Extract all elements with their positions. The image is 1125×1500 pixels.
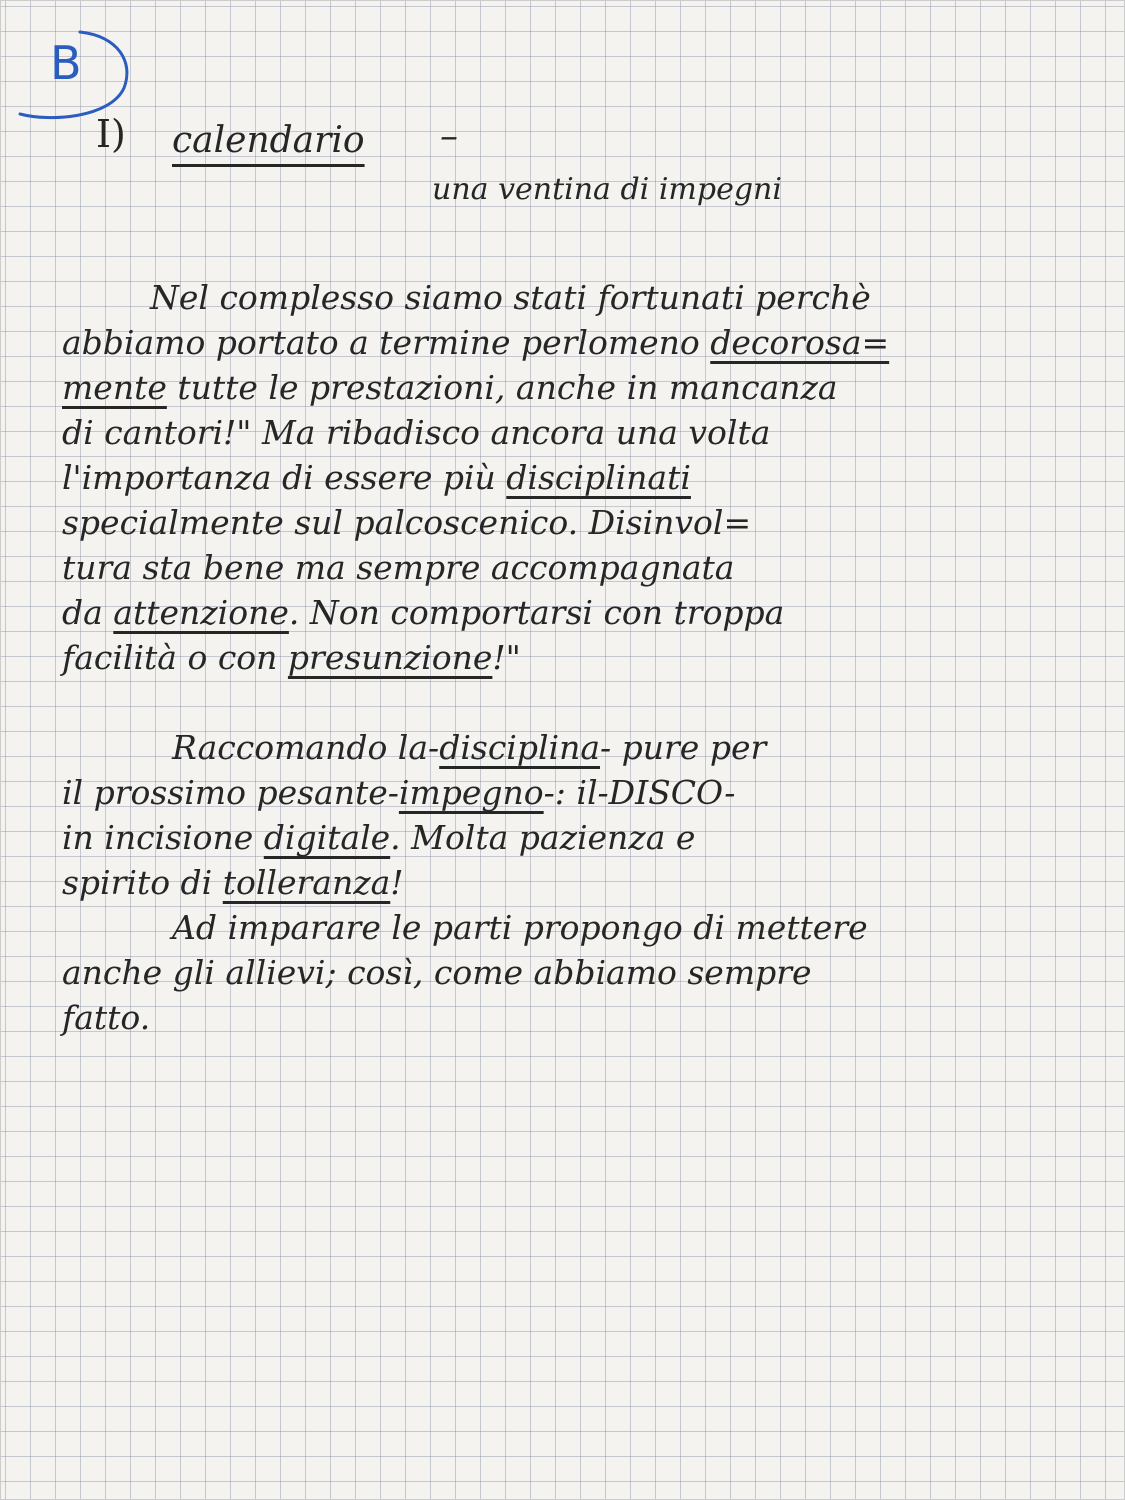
text-line: di cantori!" Ma ribadisco ancora una volta bbox=[62, 413, 771, 452]
letter-body bbox=[62, 275, 1102, 1040]
text-line: specialmente sul palcoscenico. Disinvol= bbox=[62, 503, 752, 542]
text-line: il prossimo pesante-impegno-: il-DISCO- bbox=[62, 773, 736, 812]
text-line: anche gli allievi; così, come abbiamo sempre bbox=[62, 953, 812, 992]
text-line: tura sta bene ma sempre accompagnata bbox=[62, 548, 735, 587]
heading-dash: – bbox=[440, 116, 458, 157]
text-line: Ad imparare le parti propongo di mettere bbox=[172, 908, 868, 947]
text-line: l'importanza di essere più disciplinati bbox=[62, 458, 691, 497]
text-line: facilità o con presunzione!" bbox=[62, 638, 521, 677]
heading-title: calendario bbox=[172, 120, 365, 161]
text-line: Raccomando la-disciplina- pure per bbox=[172, 728, 767, 767]
heading-number: I) bbox=[96, 112, 126, 156]
text-line: spirito di tolleranza! bbox=[62, 863, 404, 902]
text-line: in incisione digitale. Molta pazienza e bbox=[62, 818, 696, 857]
section-letter: B bbox=[50, 36, 82, 90]
text-line: Nel complesso siamo stati fortunati perchè bbox=[150, 278, 871, 317]
text-line: abbiamo portato a termine perlomeno decorosa= bbox=[62, 323, 890, 362]
text-line: da attenzione. Non comportarsi con troppa bbox=[62, 593, 785, 632]
text-line: mente tutte le prestazioni, anche in mancanza bbox=[62, 368, 838, 407]
heading-subtitle: una ventina di impegni bbox=[432, 172, 782, 207]
text-line: fatto. bbox=[62, 998, 151, 1037]
